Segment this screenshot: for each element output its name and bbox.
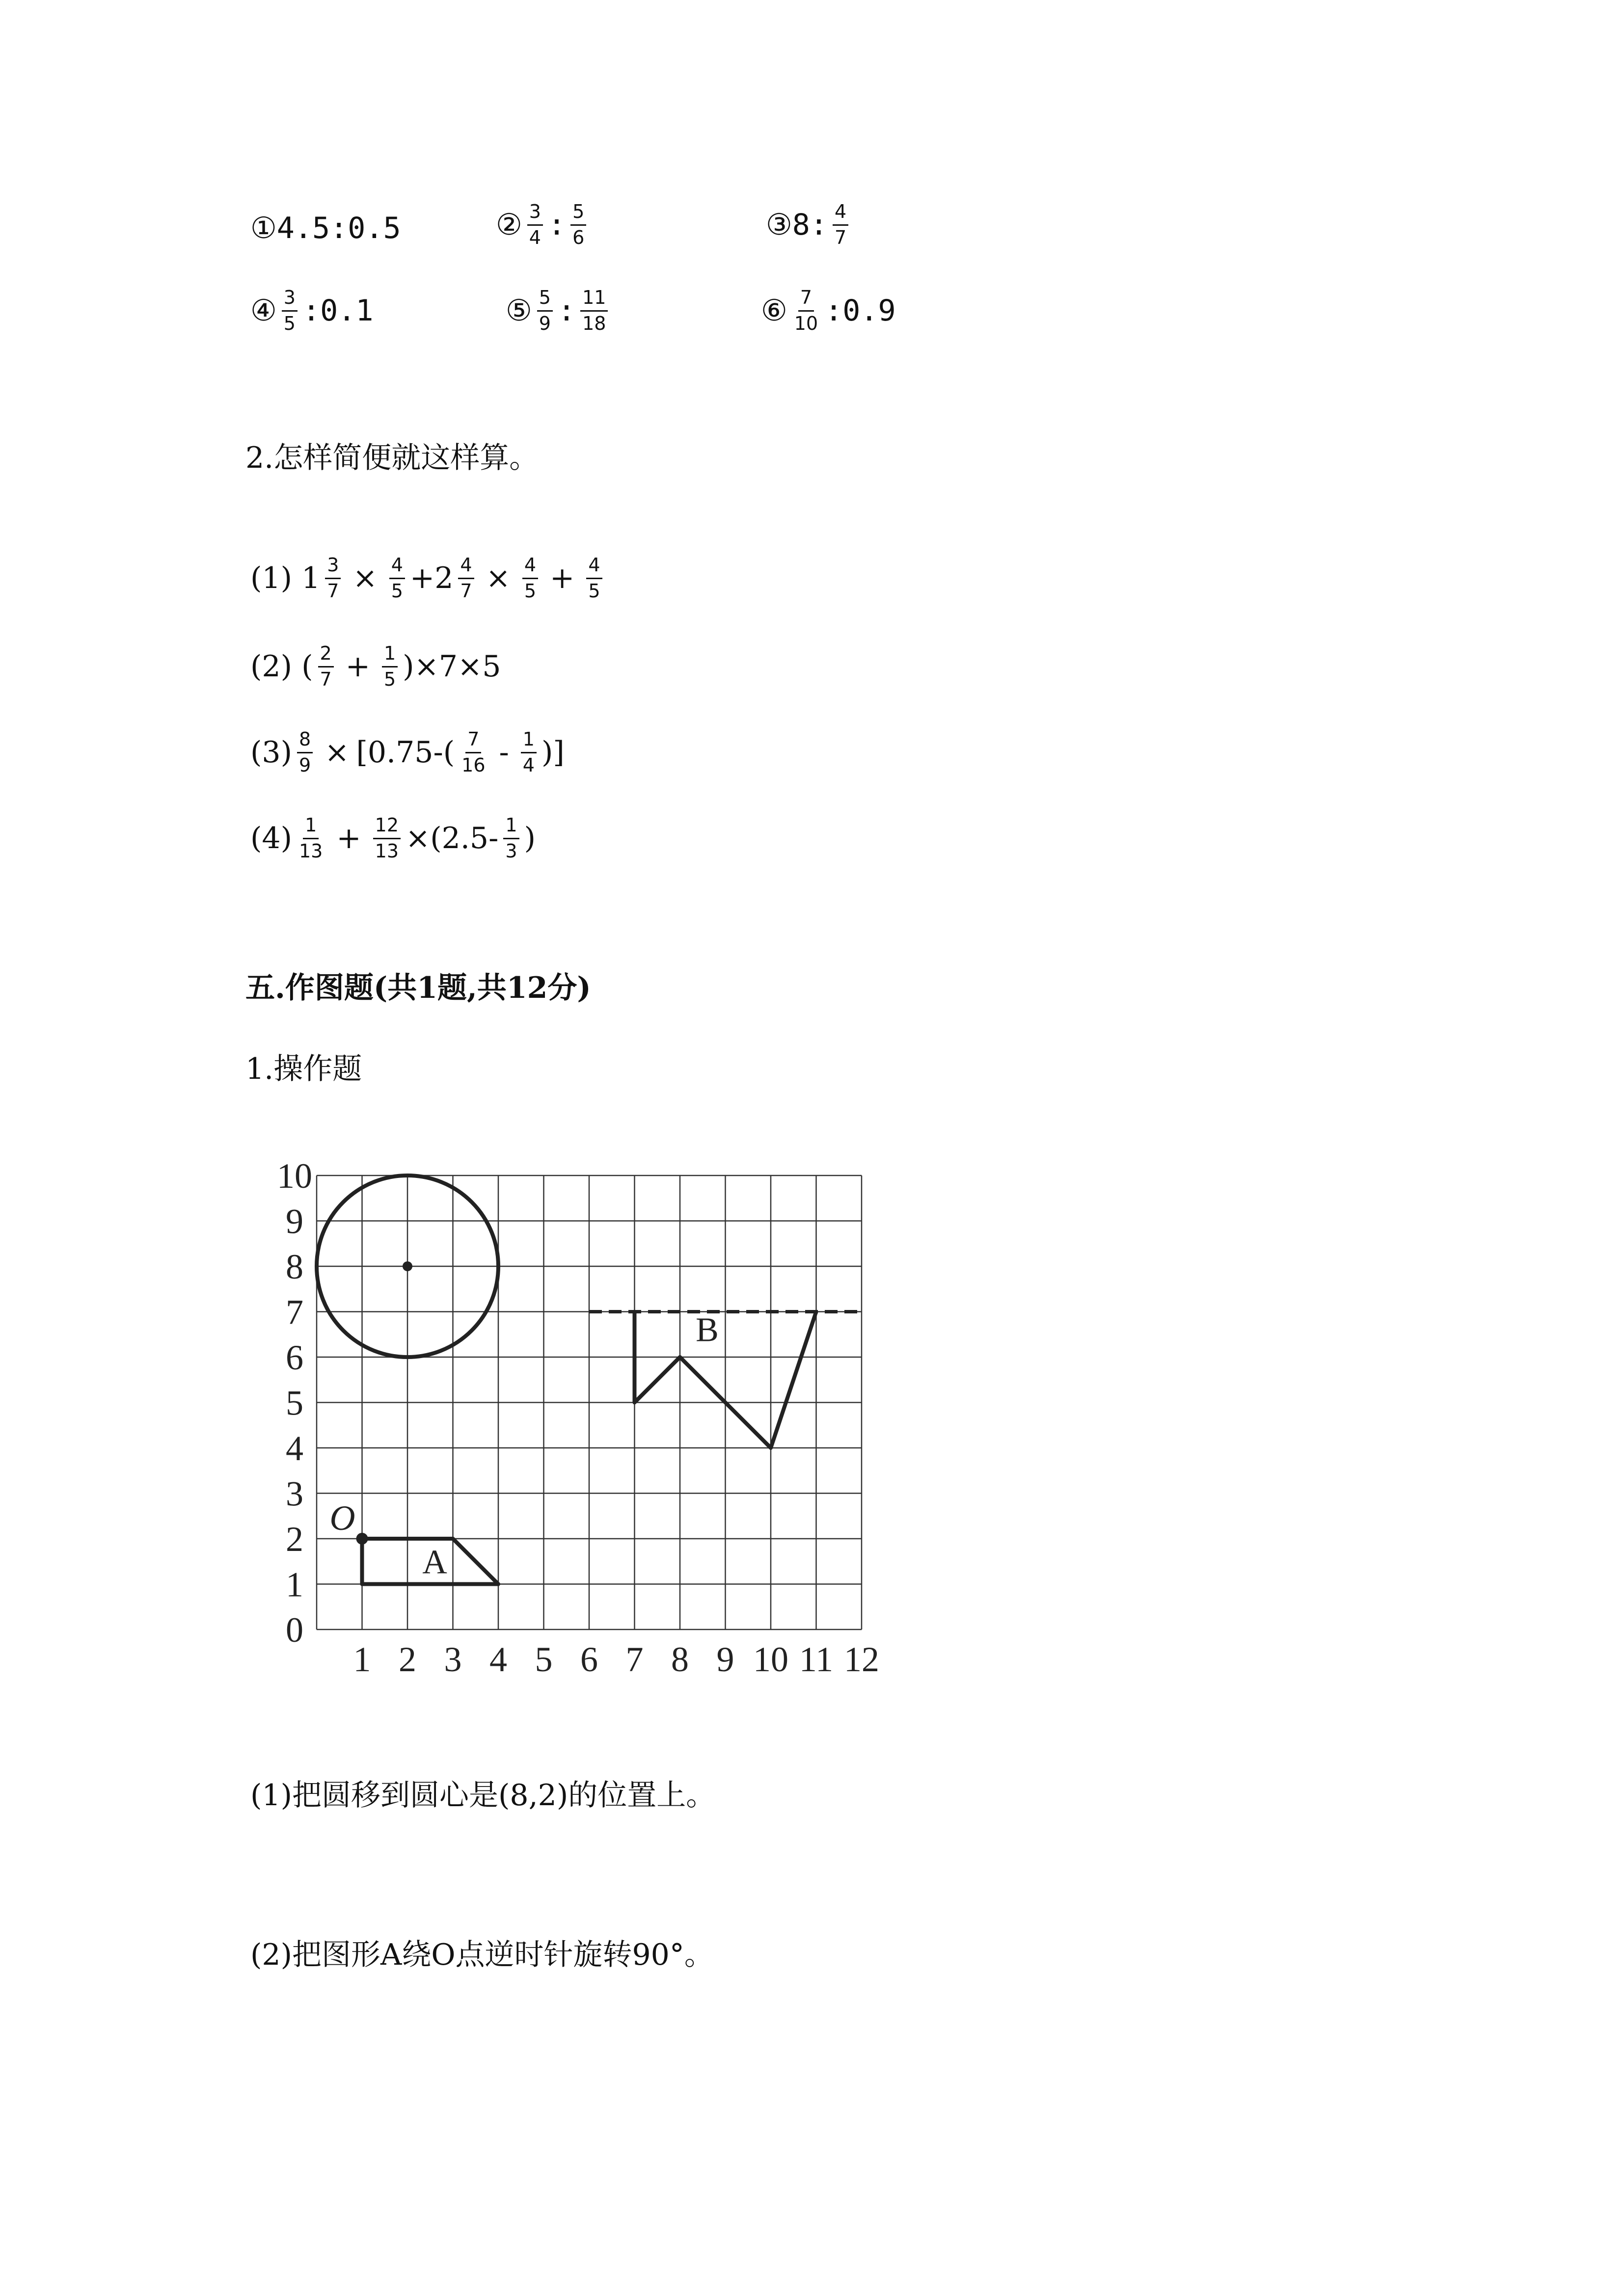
fraction: $\frac{12}{13}$ <box>373 815 401 862</box>
ratio-4: ④ $\frac{3}{5}$ :0.1 <box>250 287 374 334</box>
fraction: $\frac{4}{7}$ <box>833 201 848 248</box>
operation-title: 1.操作题 <box>245 1052 362 1086</box>
coordinate-grid-figure <box>245 1163 908 1693</box>
x-tick-label: 2 <box>399 1640 416 1679</box>
fraction: $\frac{8}{9}$ <box>297 729 313 776</box>
question-2-title: 2.怎样简便就这样算。 <box>245 441 539 475</box>
grid-lines <box>317 1175 862 1629</box>
x-tick-label: 3 <box>444 1640 462 1679</box>
task-2: (2)把图形A绕O点逆时针旋转90°。 <box>250 1938 714 1972</box>
x-tick-label: 11 <box>799 1640 834 1679</box>
y-tick-label: 1 <box>286 1565 303 1604</box>
fraction: $\frac{3}{4}$ <box>527 201 543 248</box>
fraction: $\frac{2}{7}$ <box>318 643 334 690</box>
x-tick-label: 10 <box>753 1640 788 1679</box>
ratio-1 <box>250 211 401 245</box>
fraction: $\frac{4}{5}$ <box>389 555 405 602</box>
y-tick-label: 10 <box>277 1163 312 1196</box>
task-1: (1)把圆移到圆心是(8,2)的位置上。 <box>250 1778 716 1813</box>
y-tick-label: 3 <box>286 1474 303 1514</box>
point-o-label: O <box>329 1498 355 1538</box>
y-tick-label: 9 <box>286 1201 303 1241</box>
fraction: $\frac{1}{4}$ <box>521 729 537 776</box>
y-tick-label: 8 <box>286 1247 303 1286</box>
calc-1: (1) 1 $\frac{3}{7}$ × $\frac{4}{5}$ +2 $\frac{4}{7}$ × $\frac{4}{5}$ + $\frac{4}{5}$ <box>250 555 607 602</box>
fraction: $\frac{1}{5}$ <box>382 643 398 690</box>
shape-b-label: B <box>696 1311 719 1349</box>
y-tick-label: 5 <box>286 1383 303 1423</box>
x-tick-label: 7 <box>625 1640 644 1679</box>
shape-a-label: A <box>422 1543 447 1581</box>
x-tick-label: 8 <box>671 1640 689 1679</box>
fraction: $\frac{7}{16}$ <box>461 728 486 776</box>
fraction: $\frac{4}{5}$ <box>522 555 538 602</box>
fraction: $\frac{5}{9}$ <box>537 287 553 334</box>
section-5-heading: 五.作图题(共1题,共12分) <box>245 971 591 1005</box>
point-o-dot <box>356 1533 368 1545</box>
fraction: $\frac{3}{7}$ <box>325 555 341 602</box>
x-tick-label: 9 <box>716 1640 734 1679</box>
ratio-3: ③8: $\frac{4}{7}$ <box>766 201 853 248</box>
x-tick-label: 6 <box>580 1640 598 1679</box>
axis-labels <box>277 1163 879 1679</box>
ratio-2: ② $\frac{3}{4}$ : $\frac{5}{6}$ <box>496 201 591 248</box>
x-tick-label: 5 <box>535 1640 553 1679</box>
fraction: $\frac{1}{13}$ <box>299 814 323 862</box>
x-tick-label: 1 <box>353 1640 371 1679</box>
calc-4: (4) $\frac{1}{13}$ + $\frac{12}{13}$ ×(2.5- $\frac{1}{3}$ ) <box>250 814 536 862</box>
x-tick-label: 12 <box>844 1640 879 1679</box>
fraction: $\frac{4}{5}$ <box>586 555 602 602</box>
y-tick-label: 0 <box>286 1610 303 1650</box>
y-tick-label: 4 <box>286 1429 303 1468</box>
x-tick-label: 4 <box>489 1640 507 1679</box>
ratio-5: ⑤ $\frac{5}{9}$ : $\frac{11}{18}$ <box>506 287 613 334</box>
y-tick-label: 6 <box>286 1338 303 1377</box>
y-tick-label: 7 <box>286 1292 303 1332</box>
fraction: $\frac{11}{18}$ <box>580 287 608 334</box>
fraction: $\frac{5}{6}$ <box>570 201 586 248</box>
calc-2: (2) ( $\frac{2}{7}$ + $\frac{1}{5}$ )×7×5 <box>250 642 501 690</box>
ratio-6: ⑥ $\frac{7}{10}$ :0.9 <box>761 287 896 334</box>
fraction: $\frac{7}{10}$ <box>794 287 818 334</box>
ratio-1-text: ①4.5:0.5 <box>250 211 401 245</box>
fraction: $\frac{3}{5}$ <box>282 287 298 334</box>
fraction: $\frac{4}{7}$ <box>458 555 474 602</box>
y-tick-label: 2 <box>286 1520 303 1559</box>
calc-3: (3) $\frac{8}{9}$ × [0.75-( $\frac{7}{16}$ - $\frac{1}{4}$ )] <box>250 728 565 776</box>
circle-center-dot <box>403 1261 412 1271</box>
fraction: $\frac{1}{3}$ <box>503 815 519 862</box>
